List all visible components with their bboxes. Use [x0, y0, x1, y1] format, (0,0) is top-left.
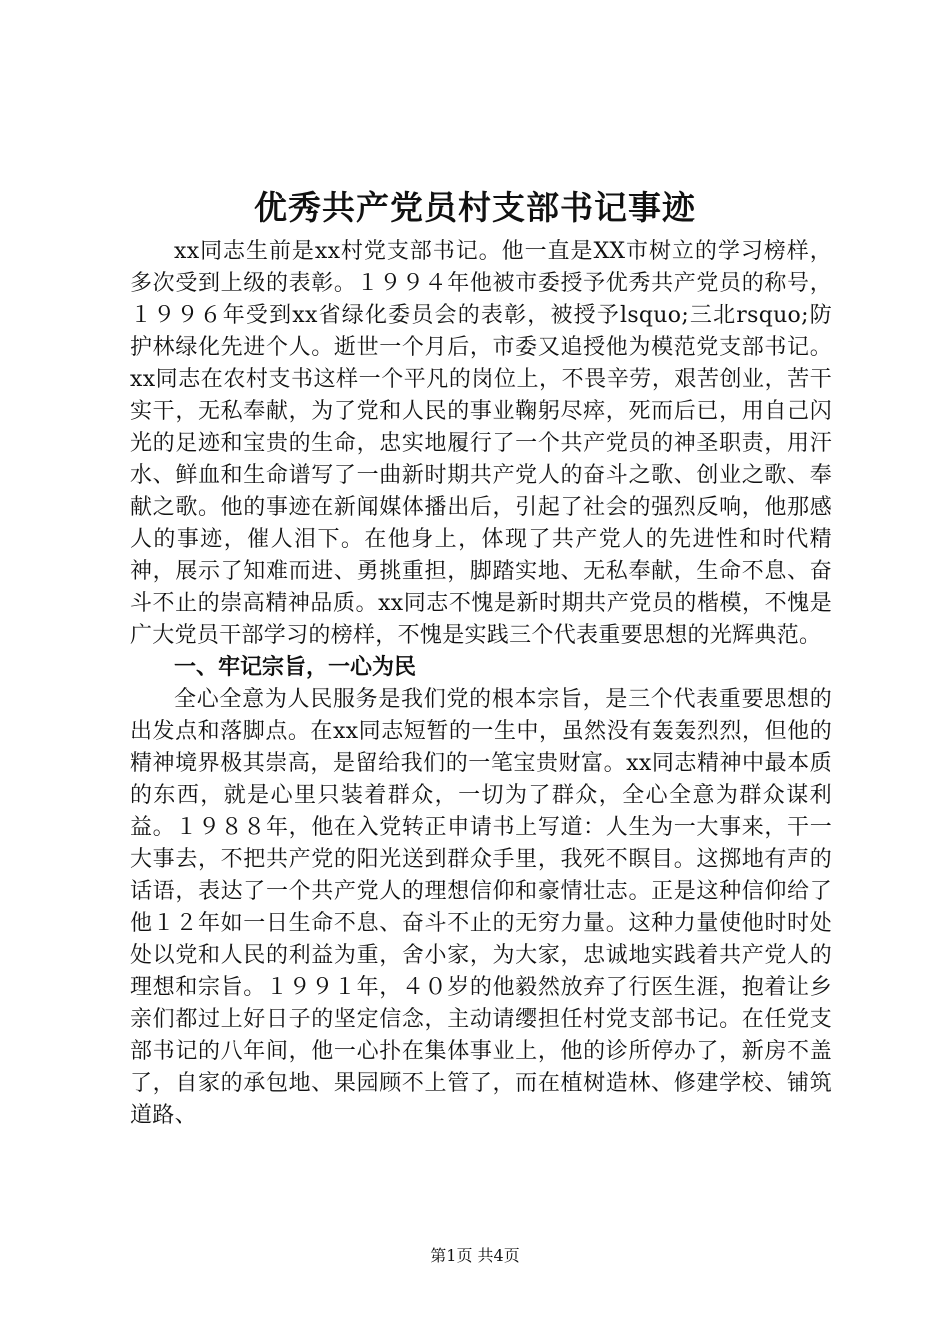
- page-footer: 第1页 共4页: [430, 1246, 520, 1265]
- section-paragraph: 全心全意为人民服务是我们党的根本宗旨，是三个代表重要思想的出发点和落脚点。在xx同志短暂的一生中，虽然没有轰轰烈烈，但他的精神境界极其崇高，是留给我们的一笔宝贵财富。xx同志精神中最本质的东西，就是心里只装着群众，一切为了群众，全心全意为群众谋利益。１９８８年，他在入党转正申请书上写道：人生为一大事来，干一大事去，不把共产党的阳光送到群众手里，我死不瞑目。这掷地有声的话语，表达了一个共产党人的理想信仰和豪情壮志。正是这种信仰给了他１２年如一日生命不息、奋斗不止的无穷力量。这种力量使他时时处处以党和人民的利益为重，舍小家，为大家，忠诚地实践着共产党人的理想和宗旨。１９９１年，４０岁的他毅然放弃了行医生涯，抱着让乡亲们都过上好日子的坚定信念，主动请缨担任村党支部书记。在任党支部书记的八年间，他一心扑在集体事业上，他的诊所停办了，新房不盖了，自家的承包地、果园顾不上管了，而在植树造林、修建学校、铺筑道路、: [130, 687, 832, 1128]
- document-title: 优秀共产党员村支部书记事迹: [254, 188, 696, 227]
- document-body: [130, 236, 832, 1132]
- section-heading: 一、牢记宗旨，一心为民: [174, 655, 417, 680]
- intro-paragraph: xx同志生前是xx村党支部书记。他一直是XX市树立的学习榜样，多次受到上级的表彰。１９９４年他被市委授予优秀共产党员的称号，１９９６年受到xx省绿化委员会的表彰，被授予lsquo;三北rsquo;防护林绿化先进个人。逝世一个月后，市委又追授他为模范党支部书记。xx同志在农村支书这样一个平凡的岗位上，不畏辛劳，艰苦创业，苦干实干，无私奉献，为了党和人民的事业鞠躬尽瘁，死而后已，用自己闪光的足迹和宝贵的生命，忠实地履行了一个共产党员的神圣职责，用汗水、鲜血和生命谱写了一曲新时期共产党人的奋斗之歌、创业之歌、奉献之歌。他的事迹在新闻媒体播出后，引起了社会的强烈反响，他那感人的事迹，催人泪下。在他身上，体现了共产党人的先进性和时代精神，展示了知难而进、勇挑重担，脚踏实地、无私奉献，生命不息、奋斗不止的崇高精神品质。xx同志不愧是新时期共产党员的楷模，不愧是广大党员干部学习的榜样，不愧是实践三个代表重要思想的光辉典范。: [130, 239, 832, 648]
